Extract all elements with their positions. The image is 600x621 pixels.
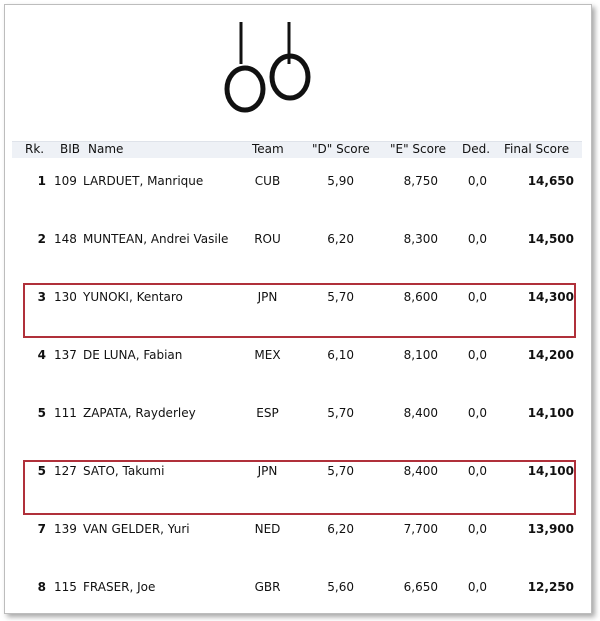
header-deductions: Ded. — [462, 142, 491, 156]
name-cell: MUNTEAN, Andrei Vasile — [83, 232, 229, 246]
table-row — [0, 290, 600, 310]
table-header — [12, 141, 582, 158]
name-cell: VAN GELDER, Yuri — [83, 522, 190, 536]
final-score-cell: 13,900 — [527, 522, 574, 536]
name-cell: FRASER, Joe — [83, 580, 156, 594]
team-cell: CUB — [254, 174, 281, 188]
e-score-cell: 8,300 — [403, 232, 438, 246]
deduction-cell: 0,0 — [467, 174, 487, 188]
rank-cell: 3 — [37, 290, 46, 304]
rank-cell: 4 — [37, 348, 46, 362]
table-row — [0, 522, 600, 542]
name-cell: YUNOKI, Kentaro — [83, 290, 183, 304]
d-score-cell: 5,60 — [327, 580, 354, 594]
d-score-cell: 5,70 — [327, 406, 354, 420]
d-score-cell: 5,70 — [327, 290, 354, 304]
team-cell: ESP — [256, 406, 279, 420]
bib-cell: 130 — [54, 290, 77, 304]
final-score-cell: 14,300 — [527, 290, 574, 304]
table-row — [0, 232, 600, 252]
deduction-cell: 0,0 — [467, 348, 487, 362]
deduction-cell: 0,0 — [467, 232, 487, 246]
bib-cell: 148 — [54, 232, 77, 246]
team-cell: MEX — [254, 348, 281, 362]
header-rank: Rk. — [25, 142, 45, 156]
e-score-cell: 8,400 — [403, 406, 438, 420]
e-score-cell: 8,750 — [403, 174, 438, 188]
bib-cell: 139 — [54, 522, 77, 536]
bib-cell: 127 — [54, 464, 77, 478]
header-final-score: Final Score — [504, 142, 570, 156]
rank-cell: 7 — [37, 522, 46, 536]
e-score-cell: 8,100 — [403, 348, 438, 362]
table-row — [0, 580, 600, 600]
bib-cell: 111 — [54, 406, 77, 420]
deduction-cell: 0,0 — [467, 522, 487, 536]
rank-cell: 2 — [37, 232, 46, 246]
gymnastics-rings-icon — [218, 18, 318, 118]
rank-cell: 8 — [37, 580, 46, 594]
final-score-cell: 14,500 — [527, 232, 574, 246]
d-score-cell: 6,20 — [327, 522, 354, 536]
deduction-cell: 0,0 — [467, 406, 487, 420]
d-score-cell: 6,20 — [327, 232, 354, 246]
team-cell: ROU — [254, 232, 281, 246]
header-team: Team — [252, 142, 284, 156]
final-score-cell: 14,200 — [527, 348, 574, 362]
rank-cell: 5 — [37, 464, 46, 478]
deduction-cell: 0,0 — [467, 580, 487, 594]
final-score-cell: 14,100 — [527, 464, 574, 478]
bib-cell: 115 — [54, 580, 77, 594]
table-row — [0, 348, 600, 368]
table-row — [0, 464, 600, 484]
final-score-cell: 12,250 — [527, 580, 574, 594]
e-score-cell: 6,650 — [403, 580, 438, 594]
team-cell: GBR — [254, 580, 281, 594]
d-score-cell: 6,10 — [327, 348, 354, 362]
rank-cell: 1 — [37, 174, 46, 188]
e-score-cell: 8,400 — [403, 464, 438, 478]
team-cell: JPN — [257, 290, 278, 304]
team-cell: NED — [254, 522, 281, 536]
bib-cell: 137 — [54, 348, 77, 362]
e-score-cell: 7,700 — [403, 522, 438, 536]
name-cell: LARDUET, Manrique — [83, 174, 204, 188]
name-cell: DE LUNA, Fabian — [83, 348, 183, 362]
final-score-cell: 14,100 — [527, 406, 574, 420]
deduction-cell: 0,0 — [467, 464, 487, 478]
header-e-score: "E" Score — [390, 142, 447, 156]
final-score-cell: 14,650 — [527, 174, 574, 188]
bib-cell: 109 — [54, 174, 77, 188]
e-score-cell: 8,600 — [403, 290, 438, 304]
name-cell: ZAPATA, Rayderley — [83, 406, 196, 420]
table-row — [0, 406, 600, 426]
name-cell: SATO, Takumi — [83, 464, 165, 478]
d-score-cell: 5,90 — [327, 174, 354, 188]
header-d-score: "D" Score — [312, 142, 370, 156]
rank-cell: 5 — [37, 406, 46, 420]
d-score-cell: 5,70 — [327, 464, 354, 478]
header-name: Name — [88, 142, 124, 156]
deduction-cell: 0,0 — [467, 290, 487, 304]
team-cell: JPN — [257, 464, 278, 478]
header-bib: BIB — [60, 142, 81, 156]
table-row — [0, 174, 600, 194]
